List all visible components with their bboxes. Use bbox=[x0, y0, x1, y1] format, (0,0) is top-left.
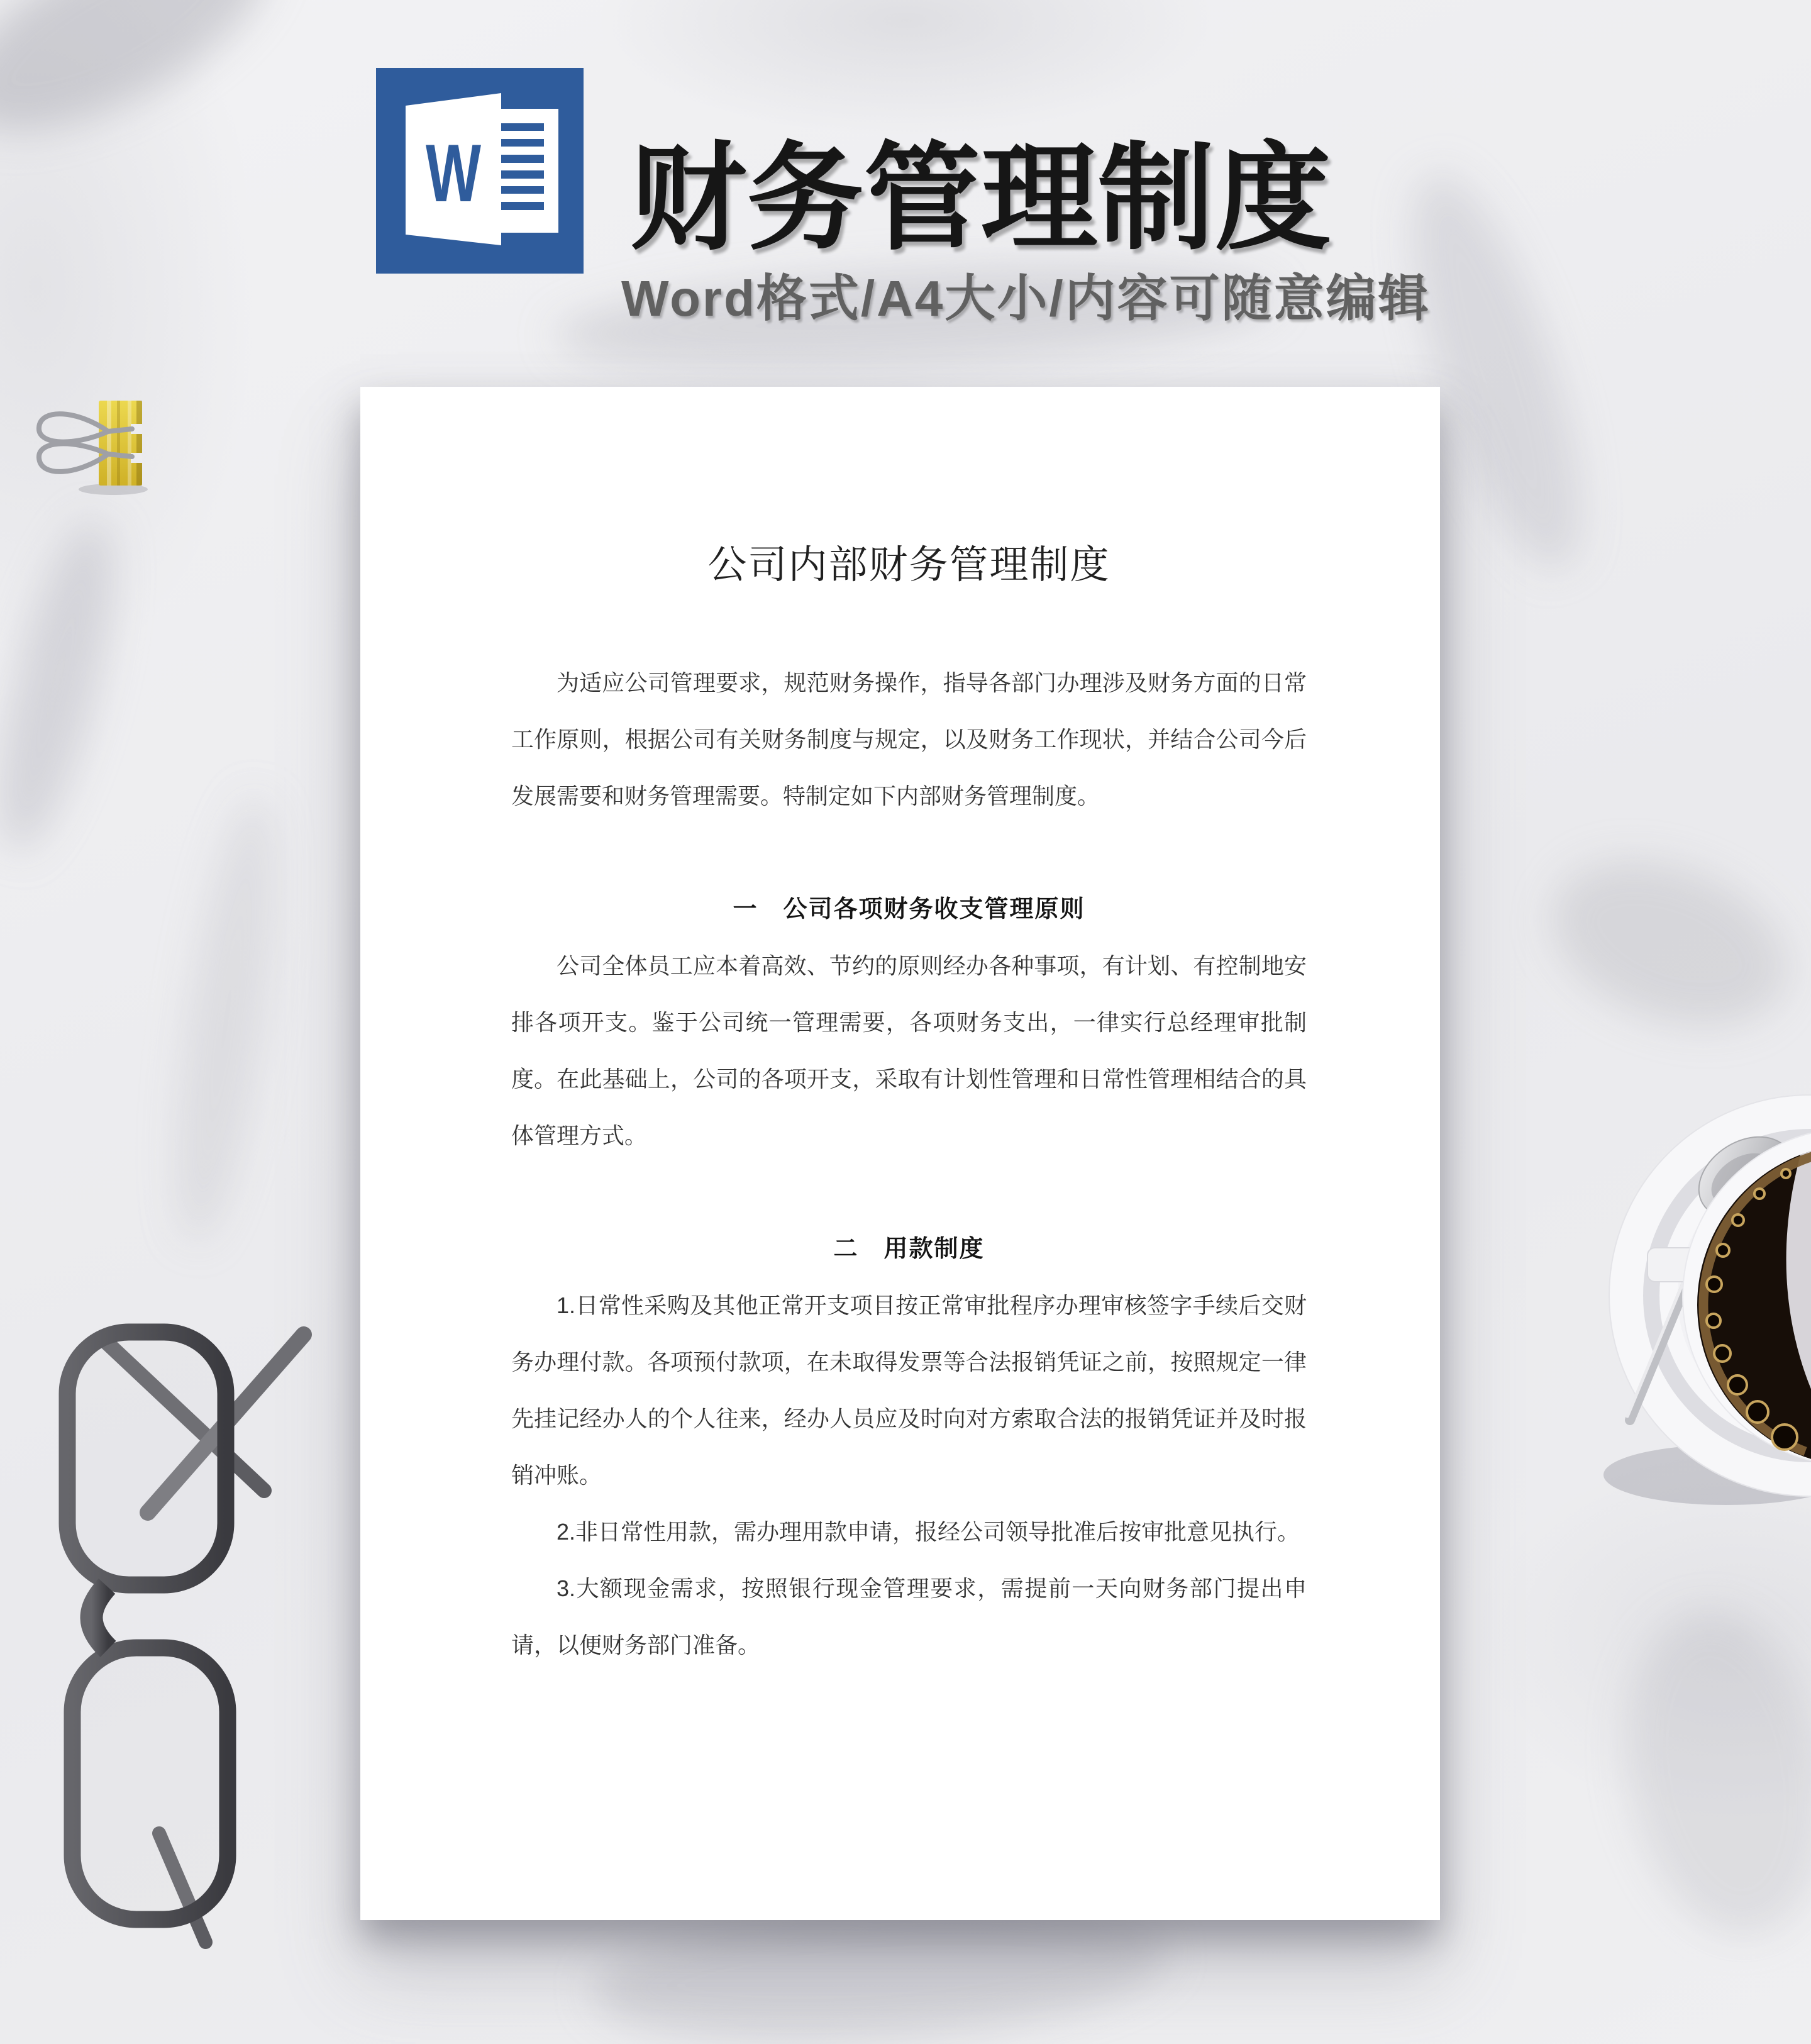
marble-vein bbox=[1602, 1596, 1811, 1952]
section-2-heading: 二 用款制度 bbox=[833, 1236, 985, 1262]
promo-title: 财务管理制度 bbox=[630, 133, 1332, 264]
section-1-paragraph: 公司全体员工应本着高效、节约的原则经办各种事项，有计划、有控制地安排各项开支。鉴于公司统一管理需要，各项财务支出，一律实行总经理审批制度。在此基础上，公司的各项开支，采取有计划性管理和日常性管理相结合的具体管理方式。 bbox=[511, 953, 1307, 1148]
document-title: 公司内部财务管理制度 bbox=[707, 543, 1110, 587]
eyeglasses bbox=[47, 1302, 318, 1962]
coffee-cup bbox=[1585, 1063, 1811, 1547]
marble-vein bbox=[157, 789, 295, 1248]
section-2-item-3: 3.大额现金需求，按照银行现金管理要求，需提前一天向财务部门提出申请，以便财务部门准备。 bbox=[511, 1575, 1307, 1658]
section-1-heading: 一 公司各项财务收支管理原则 bbox=[733, 896, 1085, 923]
binder-clip bbox=[13, 371, 201, 528]
marble-vein bbox=[0, 511, 136, 860]
document-intro-paragraph: 为适应公司管理要求，规范财务操作，指导各部门办理涉及财务方面的日常工作原则，根据公司有关财务制度与规定，以及财务工作现状，并结合公司今后发展需要和财务管理需要。特制定如下内部财务管理制度。 bbox=[511, 670, 1307, 809]
promo-subtitle: Word格式/A4大小/内容可随意编辑 bbox=[621, 270, 1431, 326]
marble-vein bbox=[0, 0, 297, 172]
marble-vein bbox=[1529, 831, 1811, 1057]
section-2-item-1: 1.日常性采购及其他正常开支项目按正常审批程序办理审核签字手续后交财务办理付款。各项预付款项，在未取得发票等合法报销凭证之前，按照规定一律先挂记经办人的个人往来，经办人员应及时向对方索取合法的报销凭证并及时报销冲账。 bbox=[511, 1292, 1307, 1488]
word-logo-icon bbox=[376, 68, 584, 274]
word-logo-letter: W bbox=[426, 127, 482, 219]
document-page bbox=[360, 387, 1440, 1920]
section-2-item-2: 2.非日常性用款，需办理用款申请，报经公司领导批准后按审批意见执行。 bbox=[557, 1519, 1300, 1545]
